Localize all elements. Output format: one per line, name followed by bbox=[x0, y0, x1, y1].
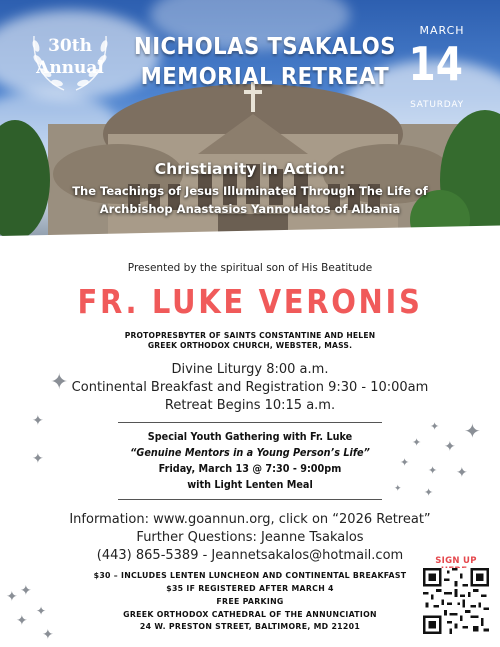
sparkle-icon: ✦ bbox=[20, 583, 32, 599]
schedule-item: Continental Breakfast and Registration 9:30 - 10:00am bbox=[71, 380, 429, 395]
pricing-line: $30 – INCLUDES LENTEN LUNCHEON AND CONTINENTAL BREAKFAST bbox=[93, 571, 407, 580]
retreat-title-line2: MEMORIAL RETREAT bbox=[140, 64, 390, 90]
sparkle-icon: ✦ bbox=[6, 589, 18, 605]
youth-datetime: Friday, March 13 @ 7:30 - 9:00pm bbox=[158, 462, 342, 475]
sparkle-icon: ✦ bbox=[464, 419, 481, 443]
info-contact: Further Questions: Jeanne Tsakalos bbox=[136, 530, 364, 545]
sparkle-icon: ✦ bbox=[412, 436, 422, 449]
sparkle-icon: ✦ bbox=[50, 370, 69, 395]
sparkle-icon: ✦ bbox=[42, 627, 54, 643]
divider bbox=[118, 422, 382, 423]
venue-name: GREEK ORTHODOX CATHEDRAL OF THE ANNUNCIATION bbox=[123, 610, 377, 619]
sparkle-icon: ✦ bbox=[36, 604, 47, 618]
speaker-name: FR. LUKE VERONIS bbox=[77, 282, 423, 321]
sparkle-icon: ✦ bbox=[32, 451, 44, 467]
speaker-role-line1: PROTOPRESBYTER OF SAINTS CONSTANTINE AND HELEN bbox=[124, 331, 376, 340]
theme-line2: Archbishop Anastasios Yannoulatos of Albania bbox=[99, 202, 401, 216]
schedule-item: Retreat Begins 10:15 a.m. bbox=[164, 398, 336, 413]
pricing-line: $35 IF REGISTERED AFTER MARCH 4 bbox=[166, 584, 334, 593]
venue-address: 24 W. PRESTON STREET, BALTIMORE, MD 21201 bbox=[139, 622, 361, 631]
youth-heading: Special Youth Gathering with Fr. Luke bbox=[147, 430, 353, 443]
sparkle-icon: ✦ bbox=[394, 484, 402, 494]
youth-meal: with Light Lenten Meal bbox=[187, 478, 313, 491]
divider bbox=[118, 499, 382, 500]
date-month: MARCH bbox=[419, 24, 465, 37]
presented-by: Presented by the spiritual son of His Beatitude bbox=[127, 262, 373, 274]
anniversary-badge bbox=[24, 16, 116, 98]
info-phone-email: (443) 865-5389 - Jeannetsakalos@hotmail.com bbox=[96, 548, 404, 563]
retreat-title-line1: NICHOLAS TSAKALOS bbox=[134, 34, 396, 60]
sparkle-icon: ✦ bbox=[444, 439, 456, 455]
info-website: Information: www.goannun.org, click on “2026 Retreat” bbox=[69, 512, 431, 527]
laurel-wreath-icon bbox=[24, 16, 116, 98]
pricing-line: FREE PARKING bbox=[216, 597, 284, 606]
sparkle-icon: ✦ bbox=[456, 465, 468, 481]
sparkle-icon: ✦ bbox=[32, 413, 44, 429]
theme-heading: Christianity in Action: bbox=[154, 160, 346, 178]
schedule-item: Divine Liturgy 8:00 a.m. bbox=[171, 362, 329, 377]
sparkle-icon: ✦ bbox=[16, 613, 28, 629]
sparkle-icon: ✦ bbox=[430, 420, 440, 433]
date-day: 14 bbox=[408, 37, 463, 91]
sparkle-icon: ✦ bbox=[400, 456, 410, 469]
youth-topic: “Genuine Mentors in a Young Person’s Life” bbox=[130, 446, 370, 459]
signup-label: SIGN UP bbox=[435, 556, 477, 566]
date-weekday: SATURDAY bbox=[410, 100, 464, 110]
sparkle-icon: ✦ bbox=[428, 464, 438, 477]
anniversary-number: 30th bbox=[48, 36, 92, 56]
speaker-role-line2: GREEK ORTHODOX CHURCH, WEBSTER, MASS. bbox=[147, 341, 353, 350]
anniversary-word: Annual bbox=[36, 58, 104, 78]
sparkle-icon: ✦ bbox=[424, 486, 434, 499]
qr-code-icon[interactable] bbox=[423, 568, 489, 634]
theme-line1: The Teachings of Jesus Illuminated Through The Life of bbox=[72, 184, 428, 198]
